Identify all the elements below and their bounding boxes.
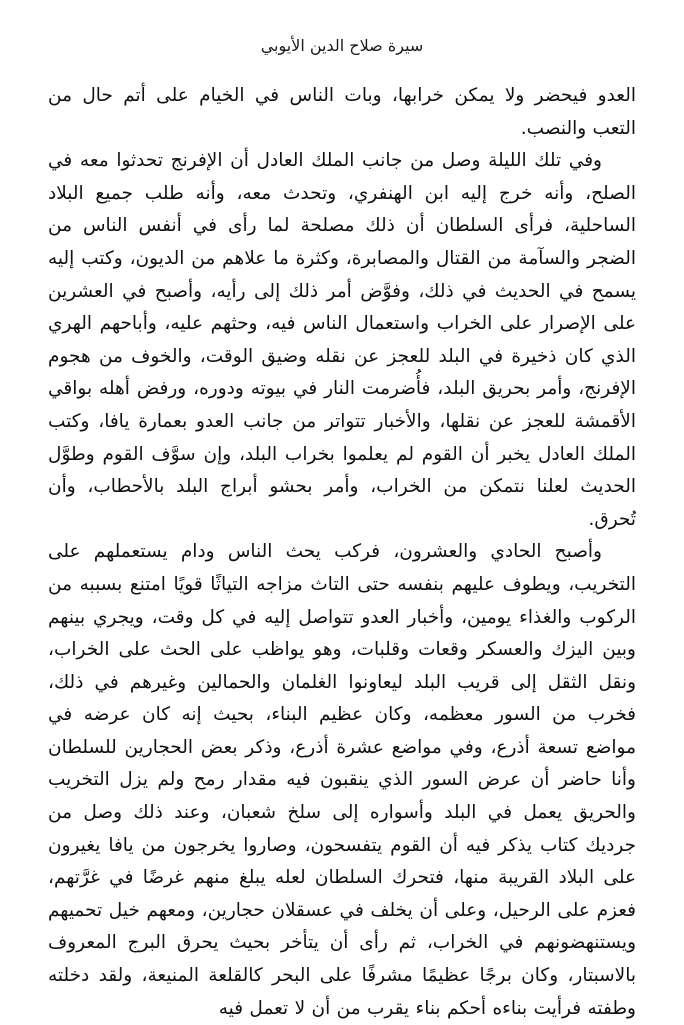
paragraph-demolition: وأصبح الحادي والعشرون، فركب يحث الناس ودام يستعملهم على التخريب، ويطوف عليهم بنفسه حتى التاث مزاجه التياثًا قويًا امتنع بسببه من الركوب والغذاء يومين، وأخبار العدو تتواصل إليه في كل وقت، ويجري بينهم وبين اليزك والعسكر وقعات وقلبات، وهو يواظب على الحث على الخراب، ونقل الثقل إلى قريب البلد ليعاونوا الغلمان والحمالين وغيرهم في ذلك، فخرب من السور معظمه، وكان عظيم البناء، بحيث إنه كان عرضه في مواضع تسعة أذرع، وفي مواضع عشرة أذرع، وذكر بعض الحجارين للسلطان وأنا حاضر أن عرض السور الذي ينقبون فيه مقدار رمح ولم يزل التخريب والحريق يعمل في البلد وأسواره إلى سلخ شعبان، وعند ذلك وصل من جرديك كتاب يذكر فيه أن القوم يتفسحون، وصاروا يخرجون من يافا يغيرون على البلاد القريبة منها، فتحرك السلطان لعله يبلغ منهم غرضًا في غرَّتهم، فعزم على الرحيل، وعلى أن يخلف في عسقلان حجارين، ومعهم خيل تحميهم ويستنهضونهم في الخراب، ثم رأى أن يتأخر بحيث يحرق البرج المعروف بالاسبتار، وكان برجًا عظيمًا مشرفًا على البحر كالقلعة المنيعة، ولقد دخلته وطفته فرأيت بناءه أحكم بناء يقرب من أن لا تعمل فيه xyxy=(48,541,636,1019)
body-text xyxy=(48,80,636,1025)
running-header: سيرة صلاح الدين الأيوبي xyxy=(260,36,424,55)
paragraph-continuation: العدو فيحضر ولا يمكن خرابها، وبات الناس في الخيام على أتم حال من التعب والنصب. xyxy=(48,85,636,139)
paragraph-peace-talks: وفي تلك الليلة وصل من جانب الملك العادل أن الإفرنج تحدثوا معه في الصلح، وأنه خرج إليه ابن الهنفري، وتحدث معه، وأنه طلب جميع البلاد الساحلية، فرأى السلطان أن ذلك مصلحة لما رأى في أنفس الناس من الضجر والسآمة من القتال والمصابرة، وكثرة ما علاهم من الديون، وكتب إليه يسمح في الحديث في ذلك، وفوَّض أمر ذلك إلى رأيه، وأصبح في العشرين على الإصرار على الخراب واستعمال الناس فيه، وحثهم عليه، وأباحهم الهري الذي كان ذخيرة في البلد للعجز عن نقله وضيق الوقت، والخوف من هجوم الإفرنج، وأمر بحريق البلد، فأُضرمت النار في بيوته ودوره، ورفض أهله بواقي الأقمشة للعجز عن نقلها، والأخبار تتواتر من جانب العدو بعمارة يافا، وكتب الملك العادل يخبر أن القوم لم يعلموا بخراب البلد، وإن سوَّف القوم وطوَّل الحديث لعلنا نتمكن من الخراب، وأمر بحشو أبراج البلد بالأحطاب، وأن تُحرق. xyxy=(48,150,636,530)
